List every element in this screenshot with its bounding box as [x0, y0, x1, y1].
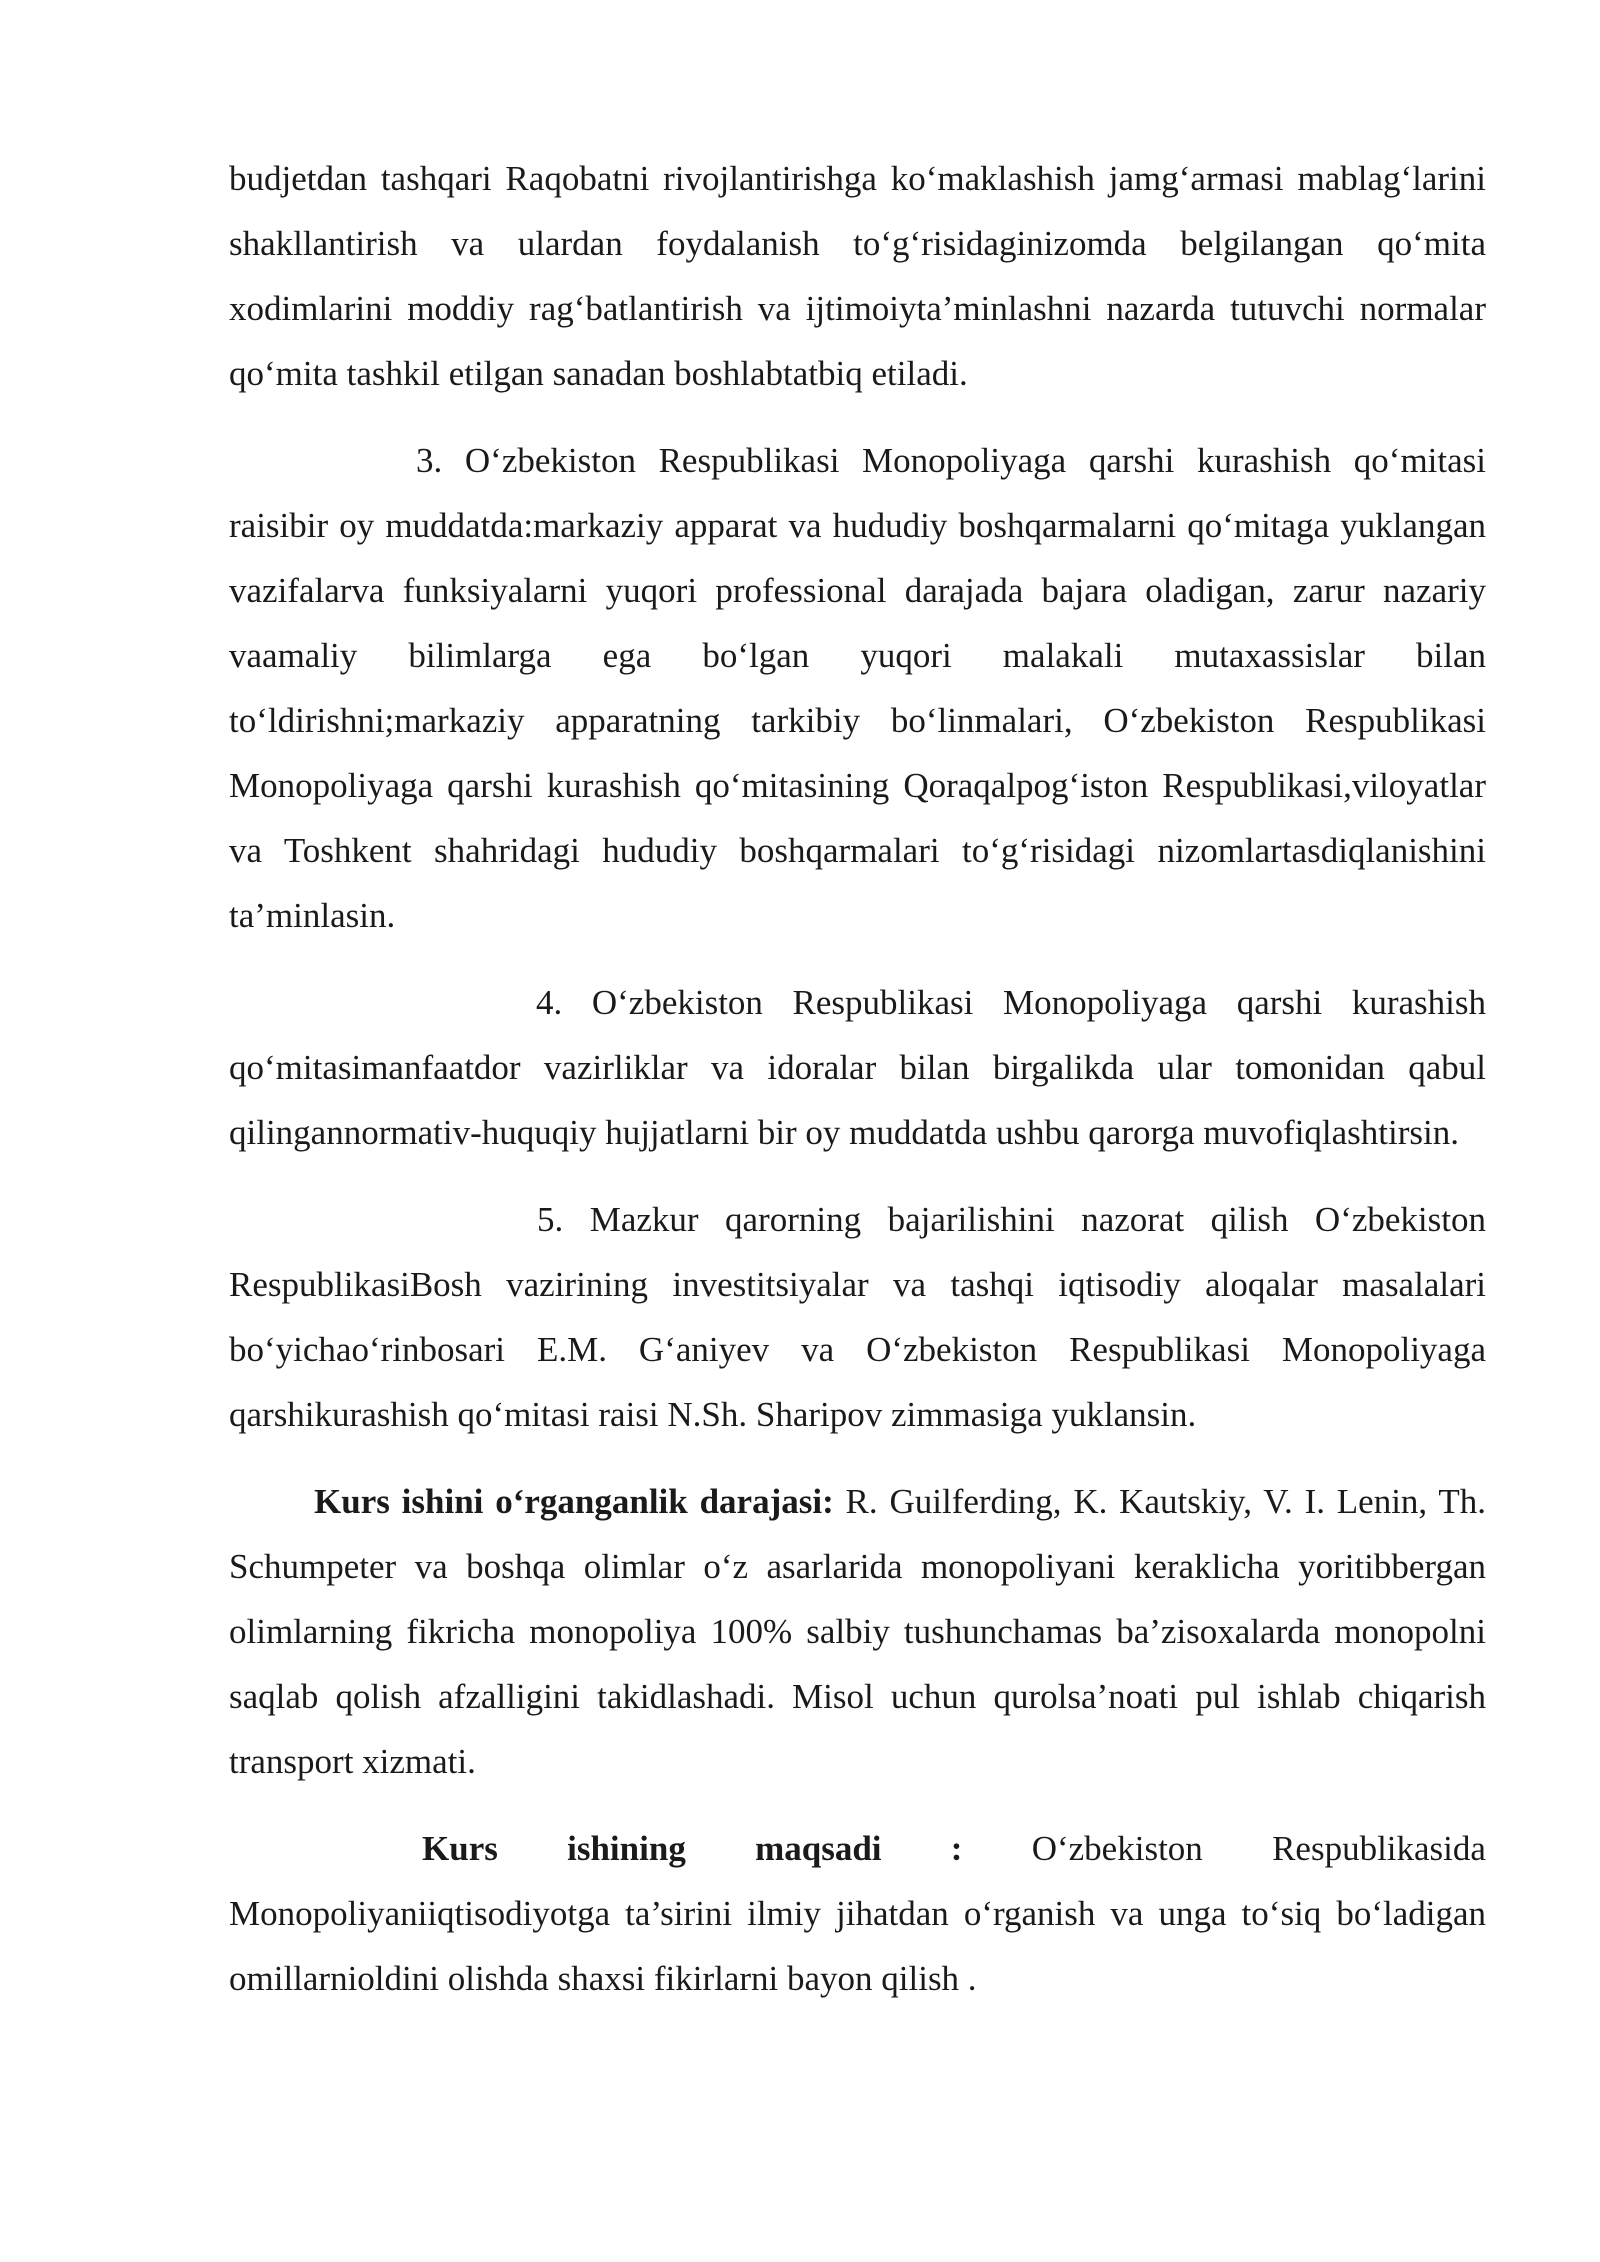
paragraph-course-aim	[229, 1816, 1486, 2011]
study-level-heading: Kurs ishini o‘rganganlik darajasi:	[314, 1482, 834, 1521]
course-aim-first-line-word: O‘zbekiston	[1031, 1829, 1203, 1868]
paragraph-study-level	[229, 1469, 1486, 1794]
paragraph-item-5: 5. Mazkur qarorning bajarilishini nazorat qilish O‘zbekiston RespublikasiBosh vazirining investitsiyalar va tashqi iqtisodiy aloqalar masalalari bo‘yichao‘rinbosari E.M. G‘aniyev va O‘zbekiston Respublikasi Monopoliyaga qarshikurashish qo‘mitasi raisi N.Sh. Sharipov zimmasiga yuklansin.	[229, 1200, 1486, 1434]
text-column	[229, 146, 1486, 2011]
paragraph-item-3: 3. O‘zbekiston Respublikasi Monopoliyaga qarshi kurashish qo‘mitasi raisibir oy muddatda:markaziy apparat va hududiy boshqarmalarni qo‘mitaga yuklangan vazifalarva funksiyalarni yuqori professional darajada bajara oladigan, zarur nazariy vaamaliy bilimlarga ega bo‘lgan yuqori malakali mutaxassislar bilan to‘ldirishni;markaziy apparatning tarkibiy bo‘linmalari, O‘zbekiston Respublikasi Monopoliyaga qarshi kurashish qo‘mitasining Qoraqalpog‘iston Respublikasi,viloyatlar va Toshkent shahridagi hududiy boshqarmalari to‘g‘risidagi nizomlartasdiqlanishini ta’minlasin.	[229, 441, 1486, 935]
course-aim-first-line	[229, 1816, 1486, 1881]
course-aim-first-line-word: Respublikasida	[1272, 1829, 1486, 1868]
paragraph-continuation: budjetdan tashqari Raqobatni rivojlantirishga ko‘maklashish jamg‘armasi mablag‘larini shakllantirish va ulardan foydalanish to‘g‘risidaginizomda belgilangan qo‘mita xodimlarini moddiy rag‘batlantirish va ijtimoiyta’minlashni nazarda tutuvchi normalar qo‘mita tashkil etilgan sanadan boshlabtatbiq etiladi.	[229, 159, 1486, 393]
paragraph-item-4: 4. O‘zbekiston Respublikasi Monopoliyaga qarshi kurashish qo‘mitasimanfaatdor vazirliklar va idoralar bilan birgalikda ular tomonidan qabul qilingannormativ-huquqiy hujjatlarni bir oy muddatda ushbu qarorga muvofiqlashtirsin.	[229, 983, 1486, 1152]
course-aim-heading-word: maqsadi	[755, 1829, 882, 1868]
study-level-body: R. Guilferding, K. Kautskiy, V. I. Lenin, Th. Schumpeter va boshqa olimlar o‘z asarlarida monopoliyani keraklicha yoritibbergan olimlarning fikricha monopoliya 100% salbiy tushunchamas ba’zisoxalarda monopolni saqlab qolish afzalligini takidlashadi. Misol uchun qurolsa’noati pul ishlab chiqarish transport xizmati.	[229, 1482, 1486, 1781]
course-aim-heading-word: ishining	[567, 1829, 686, 1868]
course-aim-body: Monopoliyaniiqtisodiyotga ta’sirini ilmiy jihatdan o‘rganish va unga to‘siq bo‘ladigan omillarnioldini olishda shaxsi fikirlarni bayon qilish .	[229, 1894, 1486, 1998]
course-aim-heading-word: Kurs	[422, 1829, 498, 1868]
course-aim-heading-colon: :	[950, 1829, 963, 1868]
